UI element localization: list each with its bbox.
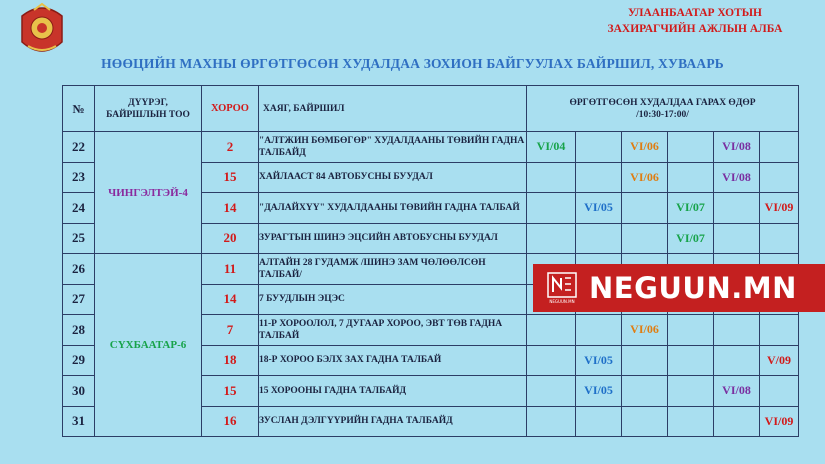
- day-cell: [668, 132, 714, 163]
- day-cell: [622, 193, 668, 224]
- day-cell: [760, 162, 799, 193]
- row-number: 29: [63, 345, 95, 376]
- address-cell: 15 ХОРООНЫ ГАДНА ТАЛБАЙД: [259, 376, 527, 407]
- header-number: №: [63, 86, 95, 132]
- day-cell: VI/07: [668, 223, 714, 254]
- day-cell: [576, 223, 622, 254]
- row-number: 30: [63, 376, 95, 407]
- watermark-text: NEGUUN.MN: [589, 271, 797, 305]
- address-cell: 7 БУУДЛЫН ЭЦЭС: [259, 284, 527, 315]
- day-cell: [714, 223, 760, 254]
- org-line-1: УЛААНБААТАР ХОТЫН: [628, 7, 762, 19]
- day-cell: VI/08: [714, 162, 760, 193]
- day-cell: [576, 162, 622, 193]
- day-cell: VI/04: [527, 132, 576, 163]
- city-emblem-icon: [18, 2, 66, 60]
- day-cell: [760, 132, 799, 163]
- row-number: 28: [63, 315, 95, 346]
- khoroo-cell: 20: [202, 223, 259, 254]
- day-cell: [622, 345, 668, 376]
- khoroo-cell: 14: [202, 193, 259, 224]
- watermark-banner: [533, 264, 825, 312]
- row-number: 22: [63, 132, 95, 163]
- day-cell: [622, 223, 668, 254]
- page-title: НӨӨЦИЙН МАХНЫ ӨРГӨТГӨСӨН ХУДАЛДАА ЗОХИОН БАЙГУУЛАХ БАЙРШИЛ, ХУВААРЬ: [101, 56, 724, 71]
- header-days-line-2: /10:30-17:00/: [636, 109, 689, 120]
- day-cell: [668, 162, 714, 193]
- header-khoroo: ХОРОО: [202, 86, 259, 132]
- khoroo-cell: 14: [202, 284, 259, 315]
- day-cell: VI/08: [714, 132, 760, 163]
- day-cell: [714, 315, 760, 346]
- district-cell: ЧИНГЭЛТЭЙ-4: [95, 132, 202, 254]
- day-cell: [714, 345, 760, 376]
- day-cell: VI/06: [622, 132, 668, 163]
- khoroo-cell: 16: [202, 406, 259, 437]
- address-cell: ХАЙЛААСТ 84 АВТОБУСНЫ БУУДАЛ: [259, 162, 527, 193]
- header-days: [527, 86, 799, 132]
- day-cell: [576, 315, 622, 346]
- header-district: [95, 86, 202, 132]
- day-cell: [714, 193, 760, 224]
- day-cell: [668, 315, 714, 346]
- day-cell: VI/08: [714, 376, 760, 407]
- day-cell: VI/06: [622, 315, 668, 346]
- day-cell: VI/09: [760, 193, 799, 224]
- header-district-line-2: БАЙРШЛЫН ТОО: [106, 109, 190, 120]
- address-cell: ЗУСЛАН ДЭЛГҮҮРИЙН ГАДНА ТАЛБАЙД: [259, 406, 527, 437]
- day-cell: VI/05: [576, 193, 622, 224]
- row-number: 25: [63, 223, 95, 254]
- day-cell: VI/09: [760, 406, 799, 437]
- day-cell: [527, 162, 576, 193]
- khoroo-cell: 11: [202, 254, 259, 285]
- org-line-2: ЗАХИРАГЧИЙН АЖЛЫН АЛБА: [607, 23, 783, 35]
- day-cell: VI/07: [668, 193, 714, 224]
- day-cell: VI/06: [622, 162, 668, 193]
- day-cell: [527, 193, 576, 224]
- day-cell: [576, 132, 622, 163]
- day-cell: V/09: [760, 345, 799, 376]
- header-address: ХАЯГ, БАЙРШИЛ: [259, 86, 527, 132]
- address-cell: ЗУРАГТЫН ШИНЭ ЭЦСИЙН АВТОБУСНЫ БУУДАЛ: [259, 223, 527, 254]
- day-cell: VI/05: [576, 345, 622, 376]
- header-district-line-1: ДҮҮРЭГ,: [128, 97, 168, 108]
- day-cell: [527, 223, 576, 254]
- watermark-logo-caption: NEGUUN.MN: [549, 299, 575, 304]
- day-cell: [527, 406, 576, 437]
- row-number: 27: [63, 284, 95, 315]
- address-cell: 11-Р ХОРООЛОЛ, 7 ДУГААР ХОРОО, ЭВТ ТӨВ ГАДНА ТАЛБАЙ: [259, 315, 527, 346]
- khoroo-cell: 15: [202, 162, 259, 193]
- address-cell: "АЛТЖИН БӨМБӨГӨР" ХУДАЛДААНЫ ТӨВИЙН ГАДНА ТАЛБАЙД: [259, 132, 527, 163]
- day-cell: [527, 315, 576, 346]
- khoroo-cell: 2: [202, 132, 259, 163]
- header-days-line-1: ӨРГӨТГӨСӨН ХУДАЛДАА ГАРАХ ӨДӨР: [569, 97, 756, 108]
- day-cell: VI/05: [576, 376, 622, 407]
- khoroo-cell: 15: [202, 376, 259, 407]
- row-number: 24: [63, 193, 95, 224]
- day-cell: [668, 345, 714, 376]
- table-header-row: [63, 86, 799, 132]
- day-cell: [760, 223, 799, 254]
- address-cell: 18-Р ХОРОО БЭЛХ ЗАХ ГАДНА ТАЛБАЙ: [259, 345, 527, 376]
- address-cell: "ДАЛАЙХҮҮ" ХУДАЛДААНЫ ТӨВИЙН ГАДНА ТАЛБАЙ: [259, 193, 527, 224]
- day-cell: [527, 345, 576, 376]
- day-cell: [760, 376, 799, 407]
- address-cell: АЛТАЙН 28 ГУДАМЖ /ШИНЭ ЗАМ ЧӨЛӨӨЛСӨН ТАЛБАЙ/: [259, 254, 527, 285]
- table-row: [63, 132, 799, 163]
- day-cell: [576, 406, 622, 437]
- day-cell: [714, 406, 760, 437]
- day-cell: [760, 315, 799, 346]
- day-cell: [622, 406, 668, 437]
- neguun-logo-icon: [543, 270, 581, 306]
- row-number: 31: [63, 406, 95, 437]
- day-cell: [668, 376, 714, 407]
- khoroo-cell: 7: [202, 315, 259, 346]
- row-number: 23: [63, 162, 95, 193]
- khoroo-cell: 18: [202, 345, 259, 376]
- day-cell: [622, 376, 668, 407]
- organization-name: [575, 5, 815, 37]
- district-cell: СҮХБААТАР-6: [95, 254, 202, 437]
- row-number: 26: [63, 254, 95, 285]
- schedule-table: [62, 85, 799, 437]
- day-cell: [527, 376, 576, 407]
- day-cell: [668, 406, 714, 437]
